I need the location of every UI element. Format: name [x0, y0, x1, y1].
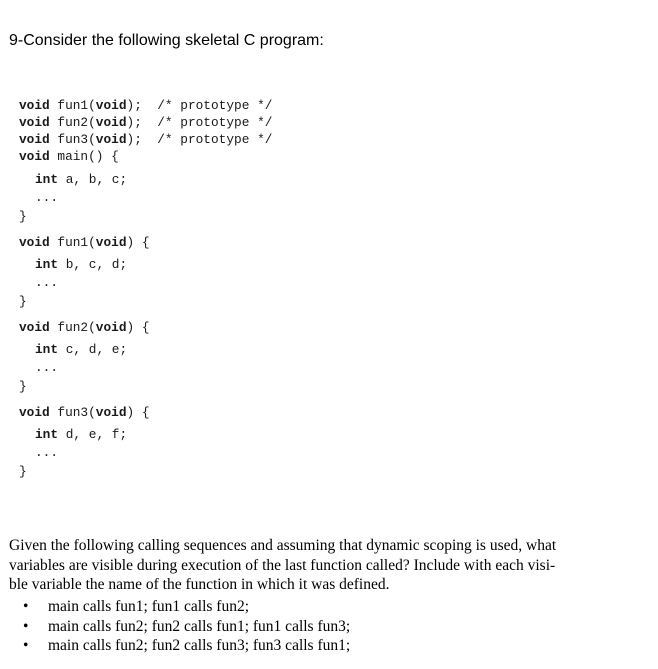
code-line: int c, d, e; — [35, 342, 128, 357]
code-line: int d, e, f; — [35, 427, 128, 442]
bullet-icon: • — [23, 598, 29, 615]
list-item — [9, 617, 350, 637]
code-line: } — [19, 464, 27, 479]
code-ellipsis: ... — [35, 275, 59, 290]
code-ellipsis: ... — [35, 445, 59, 460]
code-ellipsis: ... — [35, 360, 59, 375]
code-ellipsis: ... — [35, 190, 59, 205]
list-item — [9, 636, 350, 656]
list-item-text: main calls fun2; fun2 calls fun1; fun1 calls fun3; — [48, 617, 351, 635]
list-item — [9, 597, 350, 617]
calling-sequence-list — [9, 597, 350, 656]
code-line: void fun1(void) { — [19, 235, 150, 250]
code-line: int a, b, c; — [35, 172, 128, 187]
code-line: void fun3(void); /* prototype */ — [19, 132, 273, 147]
list-item-text: main calls fun1; fun1 calls fun2; — [48, 598, 250, 615]
question-text-line: variables are visible during execution of the last function called? Include with each visi- — [9, 556, 556, 574]
bullet-icon: • — [23, 617, 29, 635]
code-line: void fun2(void); /* prototype */ — [19, 115, 273, 130]
code-line: void main() { — [19, 149, 119, 164]
code-line: void fun3(void) { — [19, 405, 150, 420]
question-text-line: Given the following calling sequences and assuming that dynamic scoping is used, what — [9, 537, 557, 554]
question-text — [9, 536, 654, 595]
code-line: } — [19, 209, 27, 224]
list-item-text: main calls fun2; fun2 calls fun3; fun3 calls fun1; — [48, 637, 351, 654]
question-text-line: ble variable the name of the function in which it was defined. — [9, 576, 390, 593]
code-line: } — [19, 379, 27, 394]
code-line: } — [19, 294, 27, 309]
code-line: void fun2(void) { — [19, 320, 150, 335]
code-line: int b, c, d; — [35, 257, 128, 272]
bullet-icon: • — [23, 637, 29, 654]
question-heading: 9-Consider the following skeletal C program: — [9, 32, 324, 49]
code-block — [19, 98, 273, 479]
code-line: void fun1(void); /* prototype */ — [19, 98, 273, 113]
